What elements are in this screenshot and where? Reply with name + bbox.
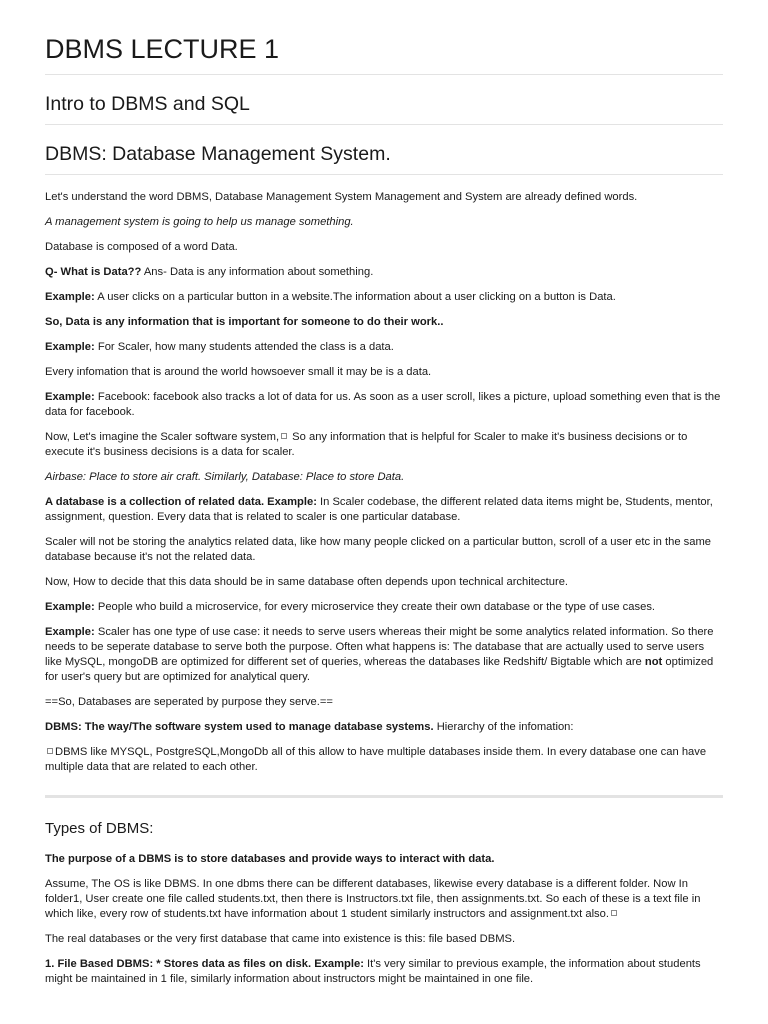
paragraph: Airbase: Place to store air craft. Similarly, Database: Place to store Data. (45, 471, 405, 483)
paragraph: Example: People who build a microservice, for every microservice they create their own database or the type of use cases. (45, 601, 656, 613)
question-label: Q- What is Data?? (45, 266, 142, 278)
example-label: Example: (45, 601, 95, 613)
paragraph: So, Data is any information that is important for someone to do their work.. (45, 316, 444, 328)
paragraph: Example: Facebook: facebook also tracks a lot of data for us. As soon as a user scroll, likes a picture, upload something even that is the data for facebook. (45, 391, 721, 418)
paragraph: Example: Scaler has one type of use case: it needs to serve users whereas their might be some analytics related information. So there needs to be seperate database to serve both the purpose. Often what happens is: The database that are actually used to serve users like MySQL, mongoDB are optimized for different set of queries, whereas the databases like Redshift/ Bigtable which are not optimized for user's query but are optimized for analytical query. (45, 626, 714, 683)
paragraph: Now, How to decide that this data should be in same database often depends upon technical architecture. (45, 576, 569, 588)
heading-types: Types of DBMS: (45, 820, 154, 837)
paragraph: Example: A user clicks on a particular button in a website.The information about a user clicking on a button is Data. (45, 291, 616, 303)
paragraph: A management system is going to help us manage something. (45, 216, 354, 228)
page-title: DBMS LECTURE 1 (45, 34, 723, 75)
paragraph: A database is a collection of related data. Example: In Scaler codebase, the different related data items might be, Students, mentor, assignment, question. Every data that is related to scaler is one particular database. (45, 496, 713, 523)
paragraph: Database is composed of a word Data. (45, 241, 238, 253)
heading-intro: Intro to DBMS and SQL (45, 75, 723, 125)
missing-glyph-icon (281, 433, 287, 439)
example-label: Example: (45, 291, 95, 303)
paragraph: Assume, The OS is like DBMS. In one dbms there can be different databases, likewise every database is a different folder. Now In folder1, User create one file called students.txt, then there is Instructors.txt file, then assignments.txt. So each of these is a text file in which like, every row of students.txt have information about 1 student similarly instructors and assignment.txt also. (45, 878, 701, 920)
missing-glyph-icon (611, 910, 617, 916)
example-label: Example: (45, 341, 95, 353)
paragraph: Q- What is Data?? Ans- Data is any information about something. (45, 266, 374, 278)
example-label: Example: (45, 626, 95, 638)
paragraph: Every infomation that is around the world howsoever small it may be is a data. (45, 366, 432, 378)
paragraph: DBMS: The way/The software system used to manage database systems. Hierarchy of the infomation: (45, 721, 574, 733)
missing-glyph-icon (47, 748, 53, 754)
example-label: Example: (45, 391, 95, 403)
paragraph: Scaler will not be storing the analytics related data, like how many people clicked on a particular button, scroll of a user etc in the same database because it's not the related data. (45, 536, 712, 563)
paragraph: Let's understand the word DBMS, Database Management System Management and System are already defined words. (45, 191, 638, 203)
paragraph: The purpose of a DBMS is to store databases and provide ways to interact with data. (45, 853, 495, 865)
paragraph: DBMS like MYSQL, PostgreSQL,MongoDb all of this allow to have multiple databases inside them. In every database one can have multiple data that are related to each other. (45, 746, 707, 773)
paragraph: Now, Let's imagine the Scaler software system, So any information that is helpful for Scaler to make it's business decisions or to execute it's business decisions is a data for scaler. (45, 431, 688, 458)
paragraph: 1. File Based DBMS: * Stores data as files on disk. Example: It's very similar to previous example, the information about students might be maintained in 1 file, similarly information about instructors might be maintained in one file. (45, 958, 701, 985)
paragraph: The real databases or the very first database that came into existence is this: file based DBMS. (45, 933, 516, 945)
paragraph: ==So, Databases are seperated by purpose they serve.== (45, 696, 333, 708)
paragraph: Example: For Scaler, how many students attended the class is a data. (45, 341, 394, 353)
heading-dbms: DBMS: Database Management System. (45, 125, 723, 175)
